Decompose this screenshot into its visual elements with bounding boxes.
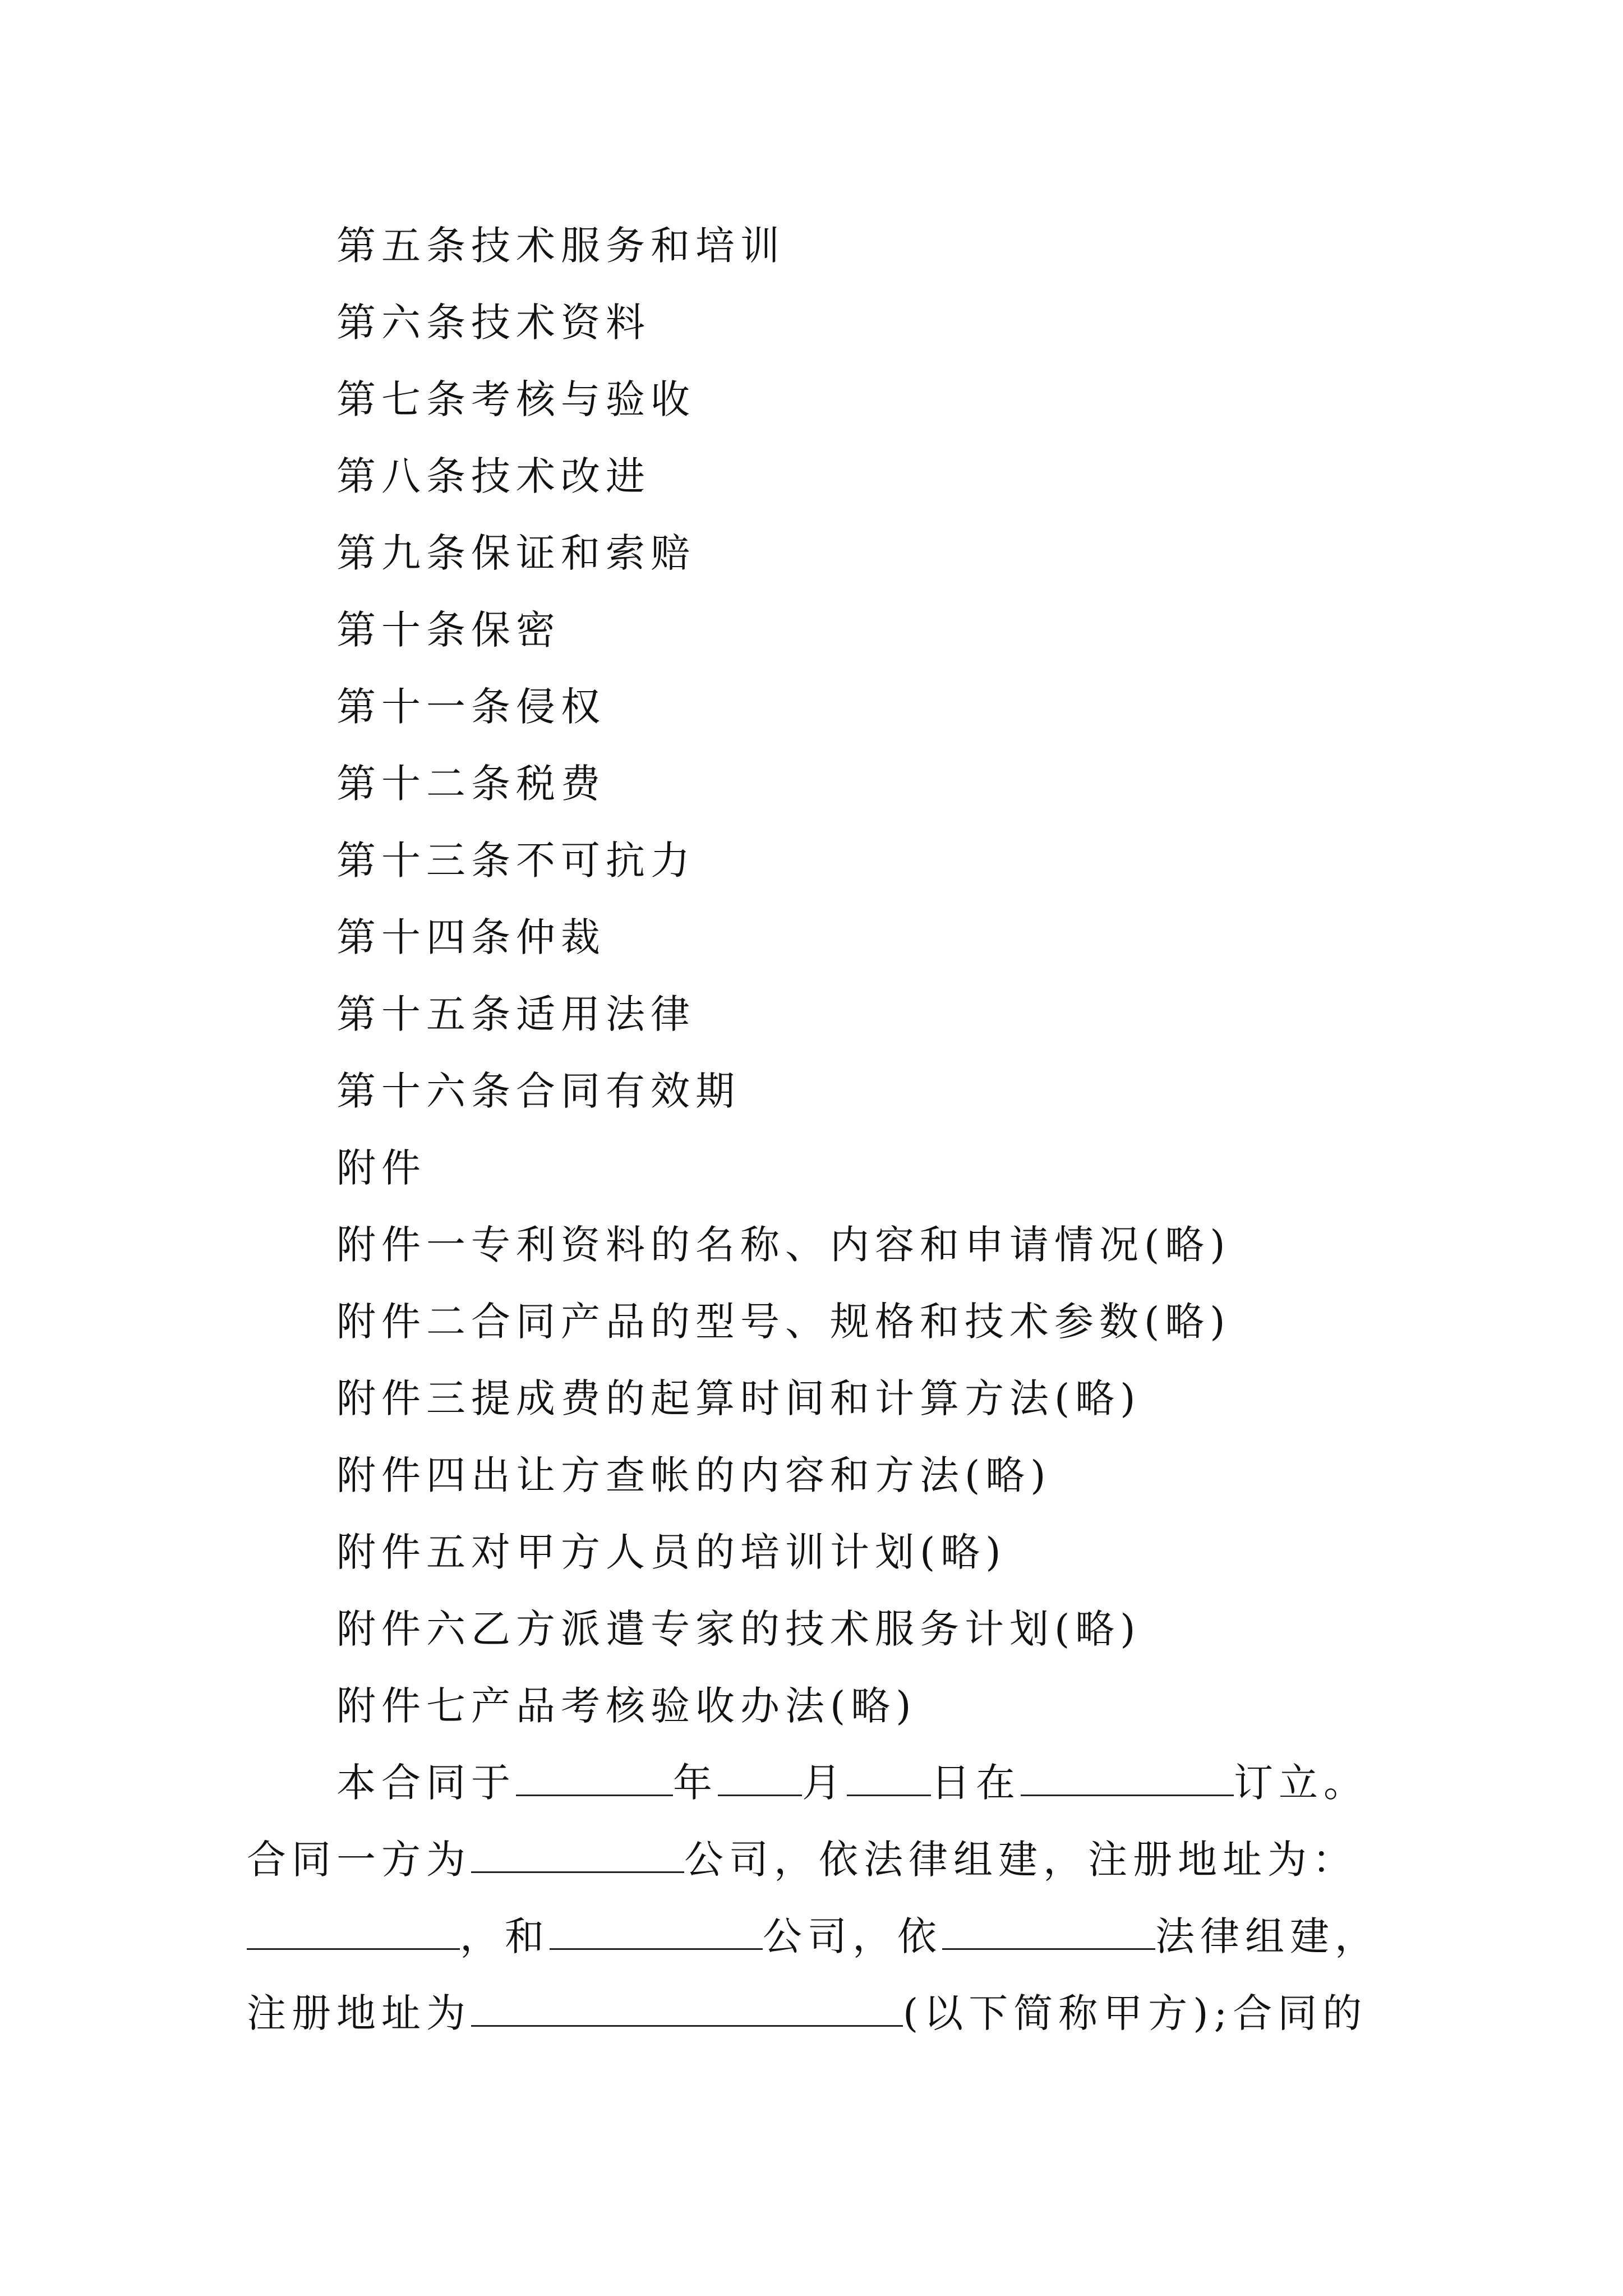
clause-list bbox=[247, 208, 1424, 1745]
clause-item: 第九条保证和索赔 bbox=[336, 530, 695, 576]
address-blank bbox=[471, 1991, 903, 2027]
month-blank bbox=[718, 1761, 802, 1796]
clause-item: 第十四条仲裁 bbox=[336, 914, 606, 960]
clause-item: 第十条保密 bbox=[336, 607, 561, 653]
clause-item: 第十一条侵权 bbox=[336, 684, 606, 730]
company-blank bbox=[550, 1915, 763, 1950]
company-blank bbox=[471, 1838, 684, 1873]
paragraph-text: 注册地址为 bbox=[247, 1990, 471, 2036]
clause-item: 第七条考核与验收 bbox=[336, 376, 695, 422]
attachment-item: 附件一专利资料的名称、内容和申请情况(略) bbox=[336, 1222, 1231, 1268]
attachment-item: 附件三提成费的起算时间和计算方法(略) bbox=[336, 1375, 1141, 1421]
paragraph-text: 本合同于 bbox=[336, 1760, 516, 1806]
attachment-item: 附件四出让方查帐的内容和方法(略) bbox=[336, 1452, 1052, 1498]
clause-item: 第十六条合同有效期 bbox=[336, 1068, 740, 1114]
paragraph-text: 月 bbox=[802, 1760, 847, 1806]
attachment-item: 附件六乙方派遣专家的技术服务计划(略) bbox=[336, 1606, 1141, 1652]
paragraph-text: 公司，依法律组建，注册地址为： bbox=[684, 1837, 1357, 1883]
attachment-item: 附件五对甲方人员的培训计划(略) bbox=[336, 1529, 1007, 1575]
attachment-heading: 附件 bbox=[336, 1145, 426, 1191]
clause-item: 第十三条不可抗力 bbox=[336, 838, 695, 884]
paragraph-text: 法律组建， bbox=[1155, 1913, 1380, 1959]
paragraph-line bbox=[247, 1898, 1424, 1975]
law-blank bbox=[942, 1915, 1155, 1950]
attachment-item: 附件二合同产品的型号、规格和技术参数(略) bbox=[336, 1299, 1231, 1345]
paragraph-text: 合同一方为 bbox=[247, 1837, 471, 1883]
place-blank bbox=[1021, 1761, 1234, 1796]
paragraph-line bbox=[247, 1821, 1424, 1898]
clause-item: 第十二条税费 bbox=[336, 761, 606, 807]
paragraph-text: (以下简称甲方);合同的 bbox=[903, 1990, 1368, 2036]
attachment-item: 附件七产品考核验收办法(略) bbox=[336, 1683, 917, 1729]
paragraph-line bbox=[247, 1745, 1424, 1821]
contract-paragraph bbox=[247, 1745, 1424, 2052]
document-body bbox=[247, 208, 1424, 2052]
address-blank bbox=[247, 1915, 460, 1950]
paragraph-text: 公司，依 bbox=[763, 1913, 942, 1959]
paragraph-text: 年 bbox=[673, 1760, 718, 1806]
clause-item: 第五条技术服务和培训 bbox=[336, 223, 785, 269]
day-blank bbox=[847, 1761, 931, 1796]
year-blank bbox=[516, 1761, 673, 1796]
clause-item: 第八条技术改进 bbox=[336, 453, 651, 499]
clause-item: 第十五条适用法律 bbox=[336, 991, 695, 1037]
paragraph-text: 订立。 bbox=[1234, 1760, 1368, 1806]
clause-item: 第六条技术资料 bbox=[336, 300, 651, 346]
paragraph-text: 日在 bbox=[931, 1760, 1021, 1806]
paragraph-text: ，和 bbox=[460, 1913, 550, 1959]
paragraph-line bbox=[247, 1975, 1424, 2052]
